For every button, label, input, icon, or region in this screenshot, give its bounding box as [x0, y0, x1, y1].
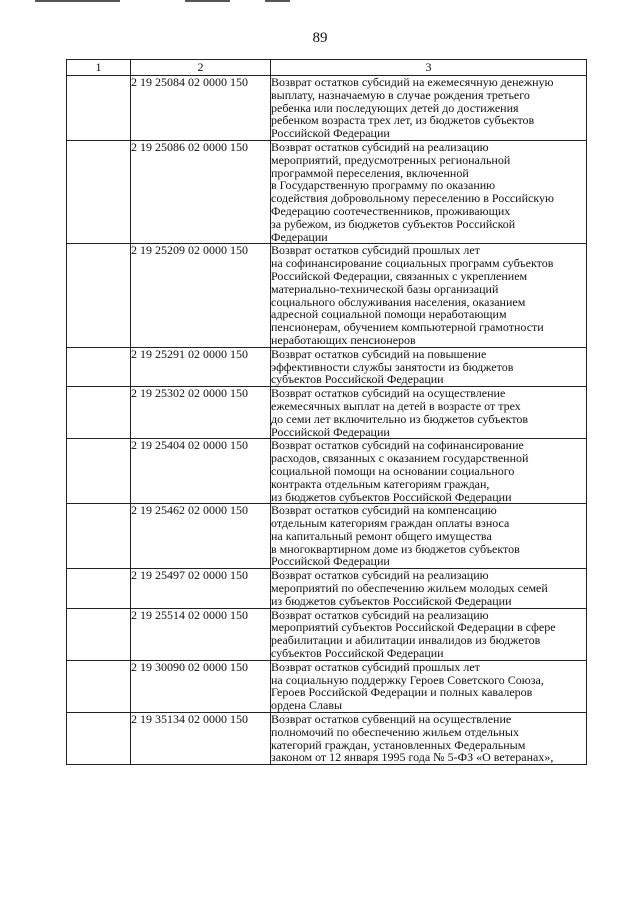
column-header-row — [67, 60, 587, 76]
budget-code-cell: 2 19 25404 02 0000 150 — [131, 439, 271, 504]
budget-code-cell: 2 19 35134 02 0000 150 — [131, 713, 271, 765]
scan-artifact-line-right — [265, 0, 290, 2]
row-number-cell — [67, 347, 131, 386]
table-row — [67, 504, 587, 569]
description-cell: Возврат остатков субвенций на осуществление полномочий по обеспечению жильем отдельных категорий граждан, установленных Федеральным законом от 12 января 1995 года № 5-ФЗ «О ветеранах», — [271, 713, 587, 765]
budget-code-cell: 2 19 25302 02 0000 150 — [131, 387, 271, 439]
column-header-3: 3 — [271, 60, 587, 76]
scan-artifact-line-left — [35, 0, 120, 2]
row-number-cell — [67, 244, 131, 347]
description-cell: Возврат остатков субсидий на софинансирование расходов, связанных с оказанием государственной социальной помощи на основании социального контракта отдельным категориям граждан, из бюджетов субъектов Российской Федерации — [271, 439, 587, 504]
budget-code-cell: 2 19 25291 02 0000 150 — [131, 347, 271, 386]
description-cell: Возврат остатков субсидий прошлых лет на софинансирование социальных программ субъектов Российской Федерации, связанных с укреплением материально-технической базы организаций социального обслуживания населения, оказанием адресной социальной помощи неработающим пенсионерам, обучением компьютерной грамотности неработающих пенсионеров — [271, 244, 587, 347]
scan-artifact-line-mid — [185, 0, 230, 2]
table-row — [67, 713, 587, 765]
table-row — [67, 439, 587, 504]
table-row — [67, 140, 587, 243]
row-number-cell — [67, 140, 131, 243]
budget-code-cell: 2 19 25084 02 0000 150 — [131, 76, 271, 141]
row-number-cell — [67, 660, 131, 712]
budget-code-cell: 2 19 25086 02 0000 150 — [131, 140, 271, 243]
budget-code-cell: 2 19 25462 02 0000 150 — [131, 504, 271, 569]
description-cell: Возврат остатков субсидий на повышение эффективности службы занятости из бюджетов субъектов Российской Федерации — [271, 347, 587, 386]
description-cell: Возврат остатков субсидий на компенсацию отдельным категориям граждан оплаты взноса на капитальный ремонт общего имущества в многоквартирном доме из бюджетов субъектов Российской Федерации — [271, 504, 587, 569]
description-cell: Возврат остатков субсидий прошлых лет на социальную поддержку Героев Советского Союза, Героев Российской Федерации и полных кавалеров ордена Славы — [271, 660, 587, 712]
row-number-cell — [67, 713, 131, 765]
row-number-cell — [67, 504, 131, 569]
row-number-cell — [67, 387, 131, 439]
page-number: 89 — [312, 30, 328, 46]
table-row — [67, 660, 587, 712]
budget-codes-table — [66, 59, 587, 765]
column-header-2: 2 — [131, 60, 271, 76]
table-row — [67, 387, 587, 439]
row-number-cell — [67, 439, 131, 504]
description-cell: Возврат остатков субсидий на ежемесячную денежную выплату, назначаемую в случае рождения третьего ребенка или последующих детей до достижения ребенком возраста трех лет, из бюджетов субъектов Российской Федерации — [271, 76, 587, 141]
description-cell: Возврат остатков субсидий на реализацию мероприятий, предусмотренных региональной программой переселения, включенной в Государственную программу по оказанию содействия добровольному переселению в Российскую Федерацию соотечественников, проживающих за рубежом, из бюджетов субъектов Российской Федерации — [271, 140, 587, 243]
budget-code-cell: 2 19 25209 02 0000 150 — [131, 244, 271, 347]
table-body — [67, 60, 587, 765]
description-cell: Возврат остатков субсидий на осуществление ежемесячных выплат на детей в возрасте от трех до семи лет включительно из бюджетов субъектов Российской Федерации — [271, 387, 587, 439]
table-row — [67, 76, 587, 141]
row-number-cell — [67, 608, 131, 660]
row-number-cell — [67, 569, 131, 608]
column-header-1: 1 — [67, 60, 131, 76]
description-cell: Возврат остатков субсидий на реализацию мероприятий по обеспечению жильем молодых семей из бюджетов субъектов Российской Федерации — [271, 569, 587, 608]
budget-code-cell: 2 19 30090 02 0000 150 — [131, 660, 271, 712]
budget-code-cell: 2 19 25514 02 0000 150 — [131, 608, 271, 660]
table-row — [67, 608, 587, 660]
budget-code-cell: 2 19 25497 02 0000 150 — [131, 569, 271, 608]
row-number-cell — [67, 76, 131, 141]
table-row — [67, 347, 587, 386]
table-row — [67, 244, 587, 347]
description-cell: Возврат остатков субсидий на реализацию мероприятий субъектов Российской Федерации в сфере реабилитации и абилитации инвалидов из бюджетов субъектов Российской Федерации — [271, 608, 587, 660]
table-row — [67, 569, 587, 608]
